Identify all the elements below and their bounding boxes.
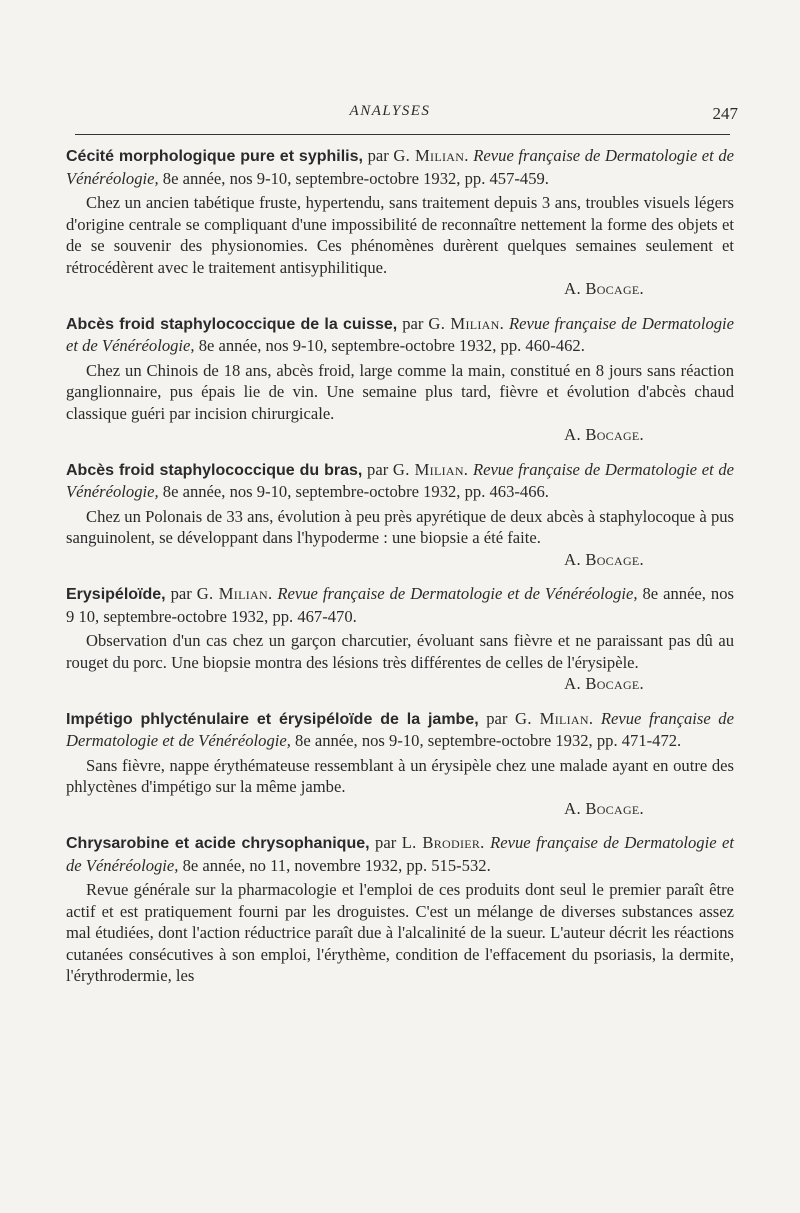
analyses-list [66, 145, 734, 1000]
entry-signature [66, 549, 734, 571]
entry-summary: Observation d'un cas chez un garçon charcutier, évoluant sans fièvre et ne paraissant pas dû au rouget du porc. Une biopsie montra des lésions très différentes de celles de l'érysipèle. [66, 631, 734, 672]
entry-details: 8e année, nos 9-10, septembre-octobre 1932, pp. 471-472. [295, 731, 682, 750]
entry-author: L. Brodier. [401, 833, 485, 852]
entry-by: par [486, 708, 508, 728]
signature-text: A. Bocage. [564, 798, 644, 818]
entry-signature [66, 673, 734, 695]
entry-details: 8e année, nos 9-10, septembre-octobre 1932, pp. 463-466. [162, 482, 549, 501]
entry-summary: Revue générale sur la pharmacologie et l'emploi de ces produits dont seul le premier paraît être actif et est pratiquement fourni par les droguistes. C'est un mélange de diverses substances assez mal étudiées, dont l'action réductrice paraît due à l'alcalinité de la sueur. L'auteur décrit les réactions cutanées consécutives à son emploi, l'érythème, condition de l'effacement du psoriasis, la dermite, l'érythrodermie, les [66, 880, 734, 985]
entry-author: G. Milian. [392, 459, 469, 479]
entry-header [66, 459, 734, 503]
entry-by: par [367, 459, 389, 479]
entry-title: Abcès froid staphylococcique de la cuisse, [66, 315, 398, 333]
entry-header [66, 313, 734, 357]
entry-title: Impétigo phlycténulaire et érysipéloïde de la jambe, [66, 710, 479, 728]
analysis-entry [66, 708, 734, 820]
entry-journal: Revue française de Dermatologie et de Vénéréologie, [66, 708, 734, 750]
entry-summary: Sans fièvre, nappe érythémateuse ressemblant à un érysipèle chez une malade ayant en outre des phlyctènes d'impétigo sur la même jambe. [66, 755, 734, 796]
entry-title: Chrysarobine et acide chrysophanique, [66, 835, 370, 852]
entry-author: G. Milian. [196, 584, 273, 603]
analysis-entry [66, 459, 734, 571]
page-number: 247 [712, 104, 738, 123]
analysis-entry [66, 145, 734, 300]
signature-text: A. Bocage. [564, 425, 644, 444]
entry-title: Cécité morphologique pure et syphilis, [66, 148, 363, 165]
signature-text: A. Bocage. [564, 674, 644, 693]
entry-by: par [170, 584, 192, 603]
entry-by: par [367, 146, 389, 165]
header-rule [75, 134, 730, 135]
analysis-entry [66, 832, 734, 987]
entry-title: Abcès froid staphylococcique du bras, [66, 461, 363, 479]
entry-header [66, 708, 734, 752]
entry-title: Erysipéloïde, [66, 586, 166, 603]
signature-text: A. Bocage. [564, 279, 644, 298]
entry-signature [66, 798, 734, 820]
entry-author: G. Milian. [393, 146, 469, 165]
entry-journal: Revue française de Dermatologie et de Vénéréologie, [66, 833, 735, 875]
entry-by: par [375, 833, 397, 852]
entry-author: G. Milian. [428, 313, 505, 333]
entry-signature [66, 424, 734, 446]
entry-header [66, 145, 734, 189]
entry-summary: Chez un ancien tabétique fruste, hypertendu, sans traitement depuis 3 ans, troubles visuels légers d'origine centrale se compliquant d'une impossibilité de reconnaître nettement la forme des objets et de se souvenir des physionomies. Ces phénomènes durèrent quelques semaines seulement et rétrocédèrent avec le traitement antisyphilitique. [66, 193, 734, 277]
signature-text: A. Bocage. [564, 549, 644, 569]
entry-details: 8e année, nos 9 10, septembre-octobre 1932, pp. 467-470. [66, 584, 734, 626]
entry-details: 8e année, nos 9-10, septembre-octobre 1932, pp. 460-462. [198, 336, 585, 355]
entry-summary: Chez un Chinois de 18 ans, abcès froid, large comme la main, constitué en 8 jours sans réaction ganglionnaire, pus épais lie de vin. Une semaine plus tard, fièvre et évolution d'abcès chaud classique guéri par incision chirurgicale. [66, 360, 734, 423]
entry-journal: Revue française de Dermatologie et de Vénéréologie, [66, 459, 735, 501]
analysis-entry [66, 583, 734, 695]
entry-header [66, 832, 734, 876]
entry-details: 8e année, no 11, novembre 1932, pp. 515-532. [182, 855, 491, 875]
analysis-entry [66, 313, 734, 446]
entry-journal: Revue française de Dermatologie et de Vénéréologie, [66, 313, 735, 355]
entry-summary: Chez un Polonais de 33 ans, évolution à peu près apyrétique de deux abcès à staphylocoque à pus sanguinolent, se développant dans l'hypoderme : une biopsie a été faite. [66, 506, 734, 547]
running-title: ANALYSES [349, 103, 431, 119]
entry-author: G. Milian. [515, 708, 594, 728]
entry-journal: Revue française de Dermatologie et de Vénéréologie, [277, 584, 638, 603]
entry-details: 8e année, nos 9-10, septembre-octobre 1932, pp. 457-459. [162, 168, 549, 188]
entry-by: par [402, 313, 424, 333]
entry-journal: Revue française de Dermatologie et de Vénéréologie, [66, 146, 735, 188]
entry-signature [66, 278, 734, 300]
entry-header [66, 583, 734, 627]
